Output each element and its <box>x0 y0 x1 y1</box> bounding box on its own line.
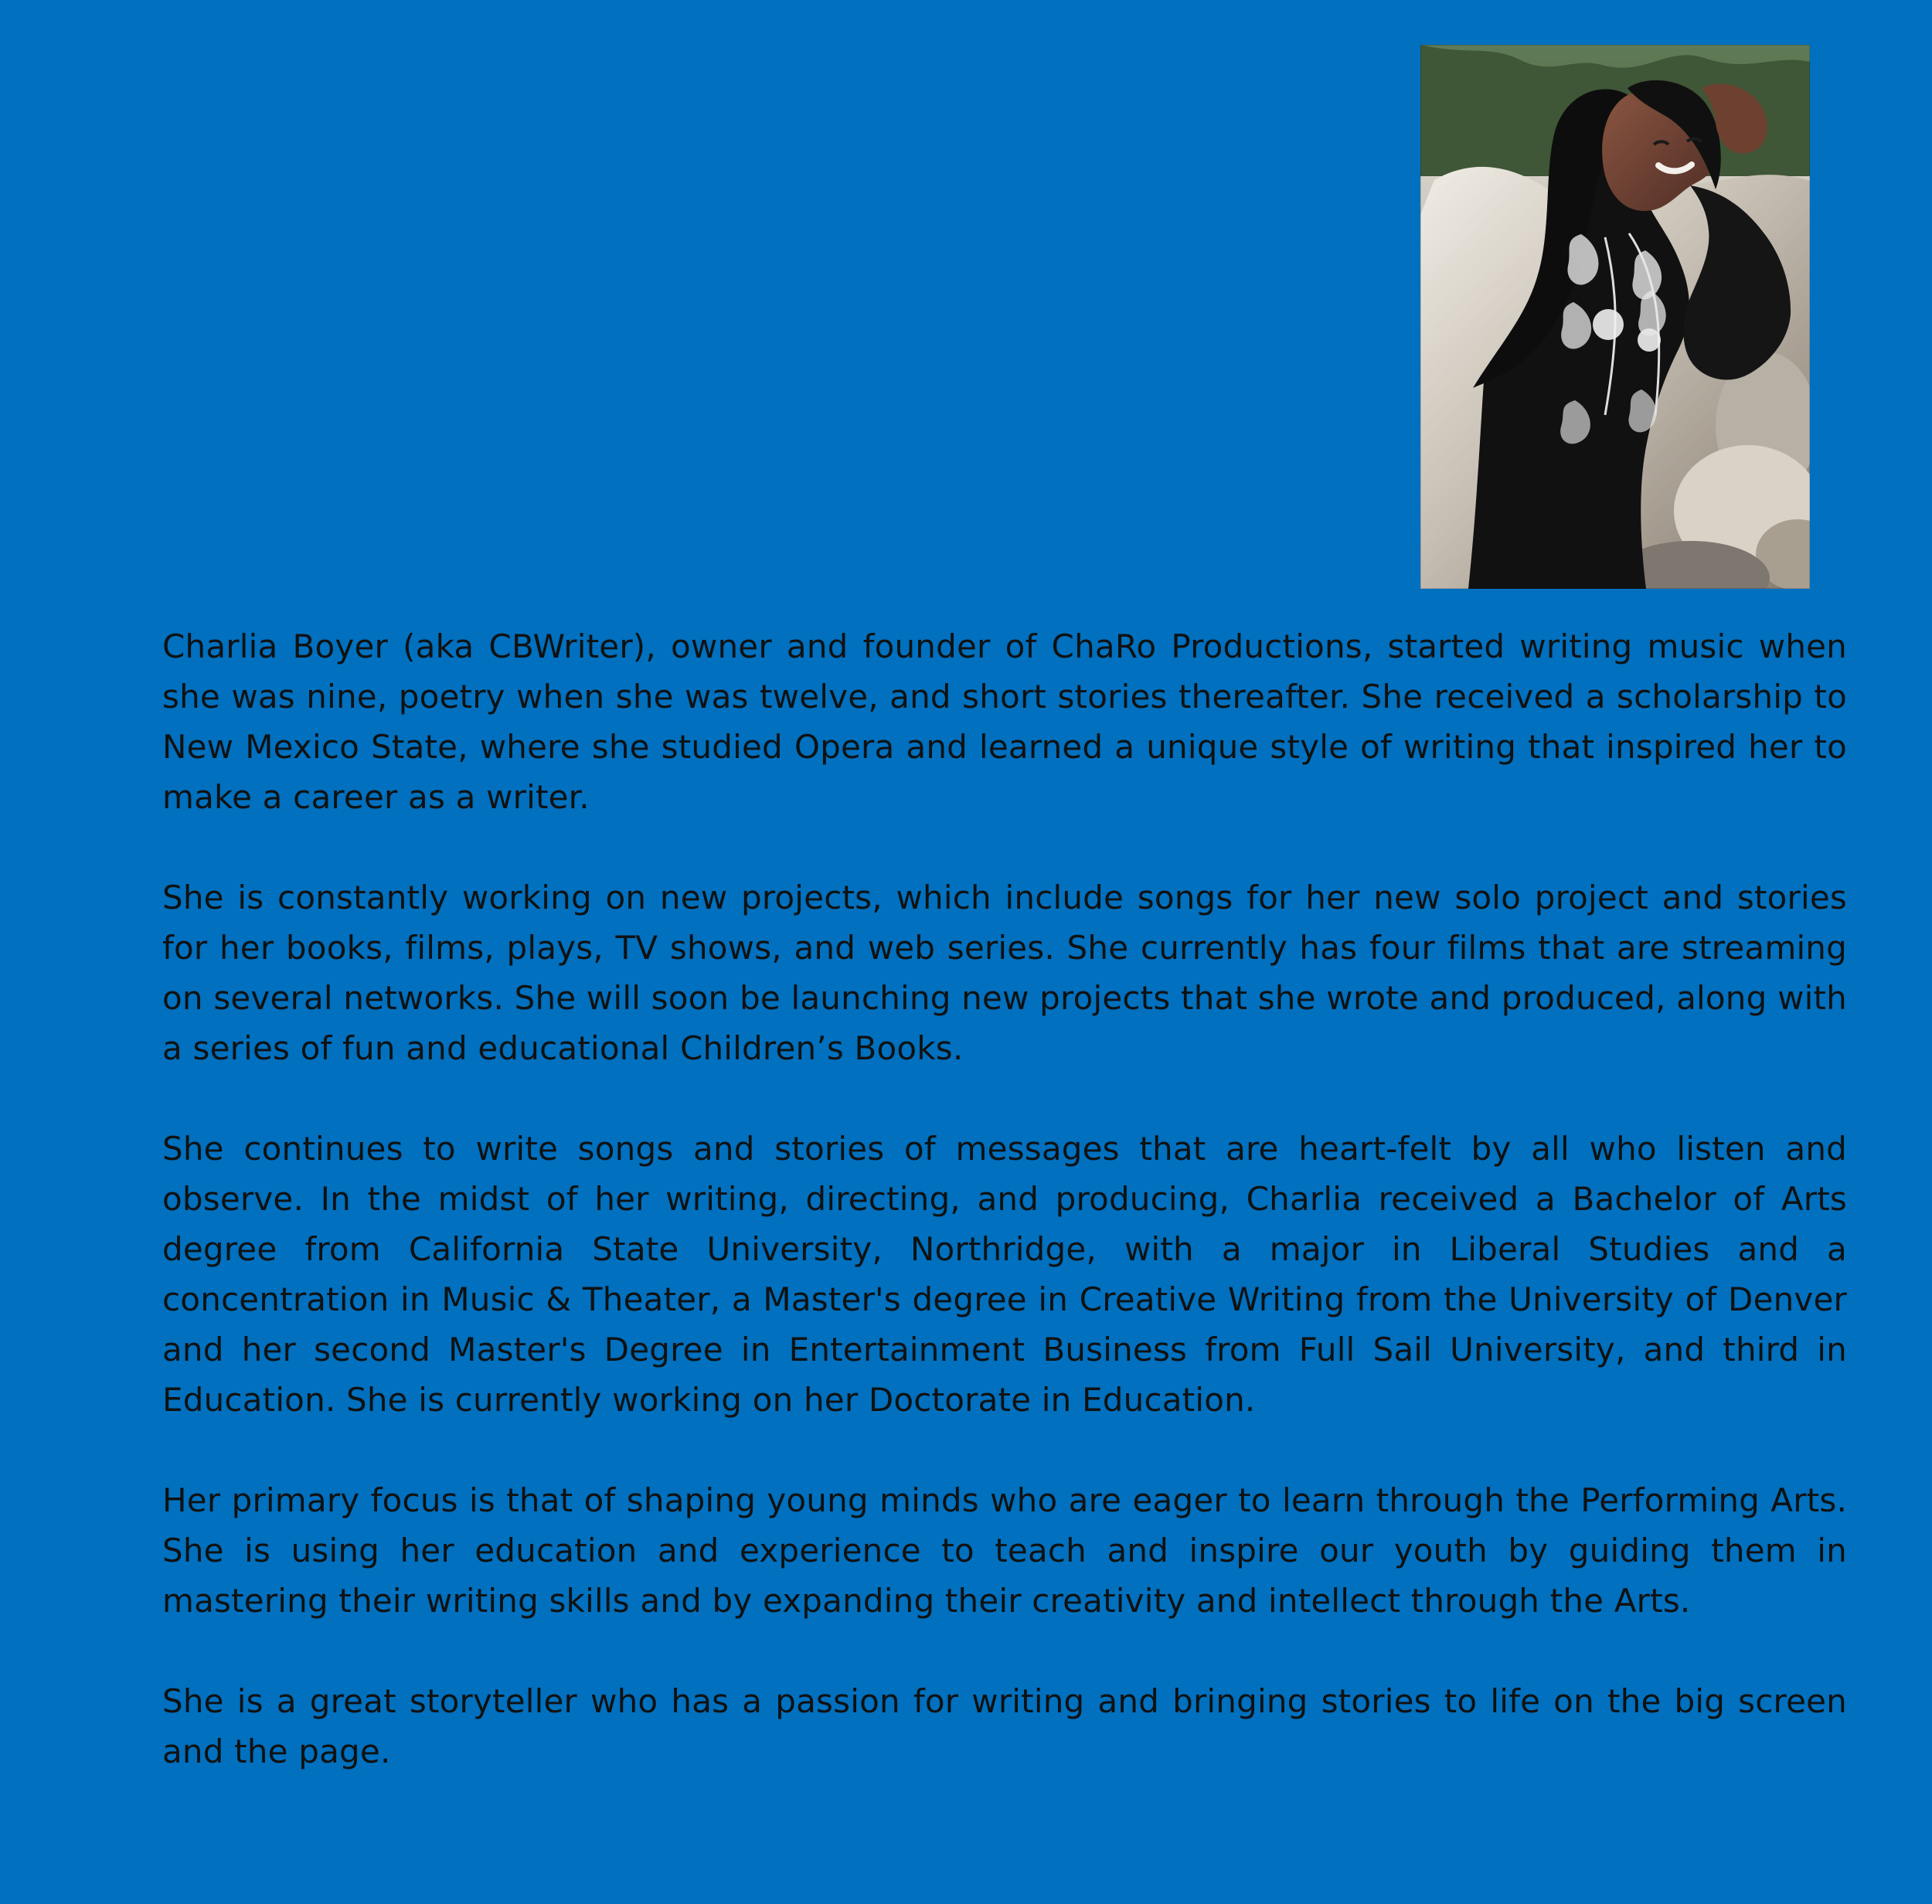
author-bio <box>162 621 1847 1776</box>
author-photo <box>1420 45 1810 589</box>
bio-paragraph-3: She continues to write songs and stories of messages that are heart-felt by all who listen and observe. In the midst of her writing, directing, and producing, Charlia received a Bachelor of Arts degree from California State University, Northridge, with a major in Liberal Studies and a concentration in Music & Theater, a Master's degree in Creative Writing from the University of Denver and her second Master's Degree in Entertainment Business from Full Sail University, and third in Education. She is currently working on her Doctorate in Education. <box>162 1130 1847 1419</box>
bio-paragraph-5: She is a great storyteller who has a passion for writing and bringing stories to life on the big screen and the page. <box>162 1682 1847 1770</box>
bio-paragraph-1: Charlia Boyer (aka CBWriter), owner and founder of ChaRo Productions, started writing music when she was nine, poetry when she was twelve, and short stories thereafter. She received a scholarship to New Mexico State, where she studied Opera and learned a unique style of writing that inspired her to make a career as a writer. <box>162 627 1847 816</box>
bio-paragraph-2: She is constantly working on new projects, which include songs for her new solo project and stories for her books, films, plays, TV shows, and web series. She currently has four films that are streaming on several networks. She will soon be launching new projects that she wrote and produced, along with a series of fun and educational Children’s Books. <box>162 879 1847 1067</box>
bio-paragraph-4: Her primary focus is that of shaping young minds who are eager to learn through the Performing Arts. She is using her education and experience to teach and inspire our youth by guiding them in mastering their writing skills and by expanding their creativity and intellect through the Arts. <box>162 1481 1847 1620</box>
author-photo-illustration <box>1420 45 1810 589</box>
